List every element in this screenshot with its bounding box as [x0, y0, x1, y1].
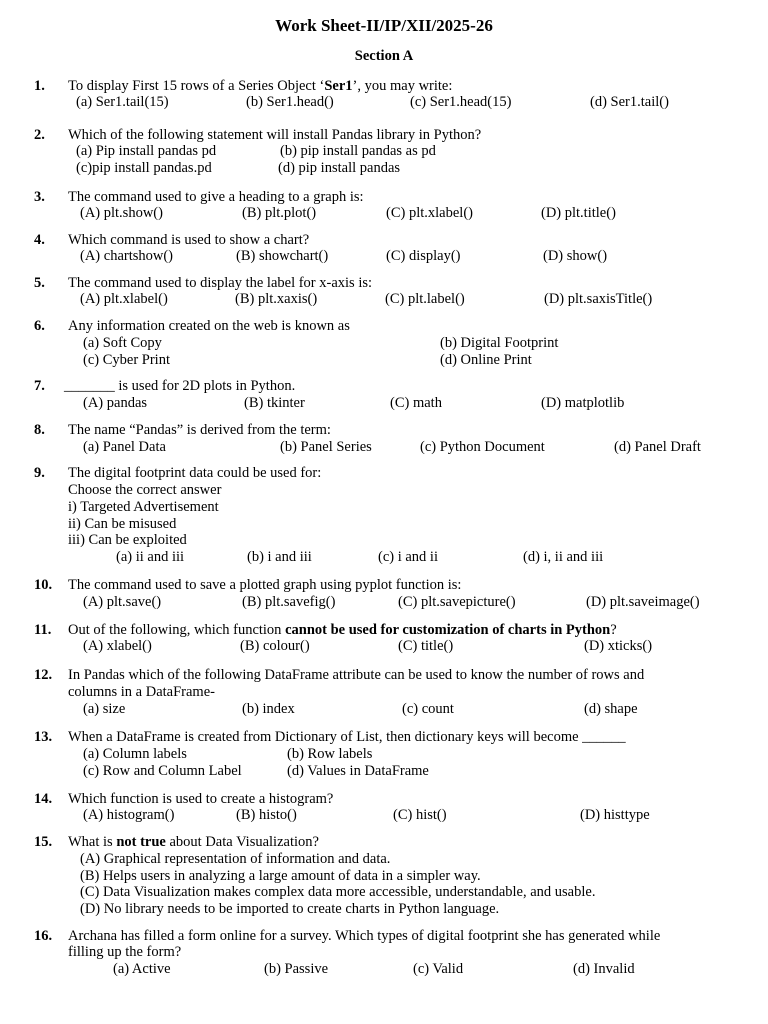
question-number: 6. [34, 318, 45, 334]
option: (D) histtype [580, 807, 650, 823]
option: (d) Panel Draft [614, 439, 701, 455]
option: (D) show() [543, 248, 608, 264]
question-number: 11. [34, 622, 52, 638]
option: (b) Panel Series [280, 439, 372, 455]
option: (b) index [242, 701, 295, 717]
option: (c) Valid [413, 961, 464, 977]
option: (A) plt.show() [80, 205, 163, 221]
question-text: Which function is used to create a histogram? [68, 791, 334, 807]
option: (C) plt.xlabel() [386, 205, 473, 221]
option: (D) plt.saveimage() [586, 594, 700, 610]
option: (B) showchart() [236, 248, 329, 264]
question-text: Any information created on the web is known as [68, 318, 350, 334]
option: (a) Active [113, 961, 171, 977]
question-text: _______ is used for 2D plots in Python. [64, 378, 296, 394]
option: (d) Invalid [573, 961, 635, 977]
option: (a) size [83, 701, 126, 717]
question-text: Out of the following, which function cannot be used for customization of charts in Python? [68, 622, 617, 638]
worksheet-title: Work Sheet-II/IP/XII/2025-26 [275, 16, 493, 35]
question-number: 7. [34, 378, 45, 394]
question-text: When a DataFrame is created from Dictionary of List, then dictionary keys will become ______ [68, 729, 626, 745]
option: (B) colour() [240, 638, 310, 654]
option: (d) Online Print [440, 352, 532, 368]
question-text: The command used to give a heading to a graph is: [68, 189, 364, 205]
question-number: 14. [34, 791, 53, 807]
option: (C) plt.savepicture() [398, 594, 516, 610]
option: (A) Graphical representation of information and data. [80, 851, 391, 867]
option: (c)pip install pandas.pd [76, 160, 212, 176]
option: (C) Data Visualization makes complex data more accessible, understandable, and usable. [80, 884, 596, 900]
option: (d) pip install pandas [278, 160, 401, 176]
statement: iii) Can be exploited [68, 532, 187, 548]
question-text: Choose the correct answer [68, 482, 222, 498]
option: (A) plt.xlabel() [80, 291, 168, 307]
question-number: 16. [34, 928, 53, 944]
option: (A) plt.save() [83, 594, 162, 610]
option: (C) plt.label() [385, 291, 465, 307]
option: (B) plt.savefig() [242, 594, 336, 610]
question-number: 13. [34, 729, 53, 745]
question-text: Which command is used to show a chart? [68, 232, 310, 248]
question-number: 3. [34, 189, 45, 205]
statement: ii) Can be misused [68, 516, 177, 532]
option: (D) plt.title() [541, 205, 616, 221]
statement: i) Targeted Advertisement [68, 499, 219, 515]
option: (b) Passive [264, 961, 329, 977]
option: (c) Row and Column Label [83, 763, 242, 779]
question-number: 9. [34, 465, 45, 481]
question-number: 10. [34, 577, 53, 593]
option: (B) Helps users in analyzing a large amount of data in a simpler way. [80, 868, 481, 884]
option: (b) pip install pandas as pd [280, 143, 436, 159]
question-text: The digital footprint data could be used for: [68, 465, 322, 481]
option: (C) hist() [393, 807, 447, 823]
option: (C) title() [398, 638, 454, 654]
option: (d) shape [584, 701, 638, 717]
option: (c) count [402, 701, 454, 717]
option: (d) Values in DataFrame [287, 763, 429, 779]
question-number: 4. [34, 232, 45, 248]
option: (a) ii and iii [116, 549, 185, 565]
option: (A) pandas [83, 395, 148, 411]
question-text: What is not true about Data Visualization? [68, 834, 319, 850]
option: (b) Ser1.head() [246, 94, 334, 110]
option: (d) Ser1.tail() [590, 94, 669, 110]
option: (a) Soft Copy [83, 335, 162, 351]
option: (c) Python Document [420, 439, 545, 455]
option: (B) plt.plot() [242, 205, 317, 221]
question-text: The command used to save a plotted graph using pyplot function is: [68, 577, 462, 593]
option: (a) Column labels [83, 746, 187, 762]
question-text: columns in a DataFrame- [68, 684, 215, 700]
option: (c) i and ii [378, 549, 438, 565]
option: (B) tkinter [244, 395, 305, 411]
option: (C) math [390, 395, 442, 411]
option: (D) No library needs to be imported to create charts in Python language. [80, 901, 500, 917]
question-text: filling up the form? [68, 944, 182, 960]
question-text: Which of the following statement will install Pandas library in Python? [68, 127, 482, 143]
option: (B) plt.xaxis() [235, 291, 318, 307]
option: (D) plt.saxisTitle() [544, 291, 653, 307]
question-number: 8. [34, 422, 45, 438]
option: (D) xticks() [584, 638, 653, 654]
question-number: 2. [34, 127, 45, 143]
option: (a) Ser1.tail(15) [76, 94, 169, 110]
question-text: To display First 15 rows of a Series Object ‘Ser1’, you may write: [68, 78, 453, 94]
section-heading: Section A [354, 48, 414, 64]
question-number: 12. [34, 667, 53, 683]
question-text: In Pandas which of the following DataFrame attribute can be used to know the number of rows and [68, 667, 645, 683]
option: (A) chartshow() [80, 248, 174, 264]
option: (b) Digital Footprint [440, 335, 559, 351]
question-number: 15. [34, 834, 53, 850]
option: (b) Row labels [287, 746, 373, 762]
question-number: 1. [34, 78, 45, 94]
option: (B) histo() [236, 807, 297, 823]
option: (C) display() [386, 248, 461, 264]
option: (A) histogram() [83, 807, 175, 823]
option: (a) Panel Data [83, 439, 166, 455]
option: (D) matplotlib [541, 395, 625, 411]
option: (c) Cyber Print [83, 352, 170, 368]
option: (a) Pip install pandas pd [76, 143, 217, 159]
option: (A) xlabel() [83, 638, 152, 654]
question-text: Archana has filled a form online for a survey. Which types of digital footprint she has generated while [68, 928, 661, 944]
option: (d) i, ii and iii [523, 549, 604, 565]
question-text: The name “Pandas” is derived from the term: [68, 422, 331, 438]
question-text: The command used to display the label for x-axis is: [68, 275, 373, 291]
question-number: 5. [34, 275, 45, 291]
option: (c) Ser1.head(15) [410, 94, 512, 110]
option: (b) i and iii [247, 549, 312, 565]
